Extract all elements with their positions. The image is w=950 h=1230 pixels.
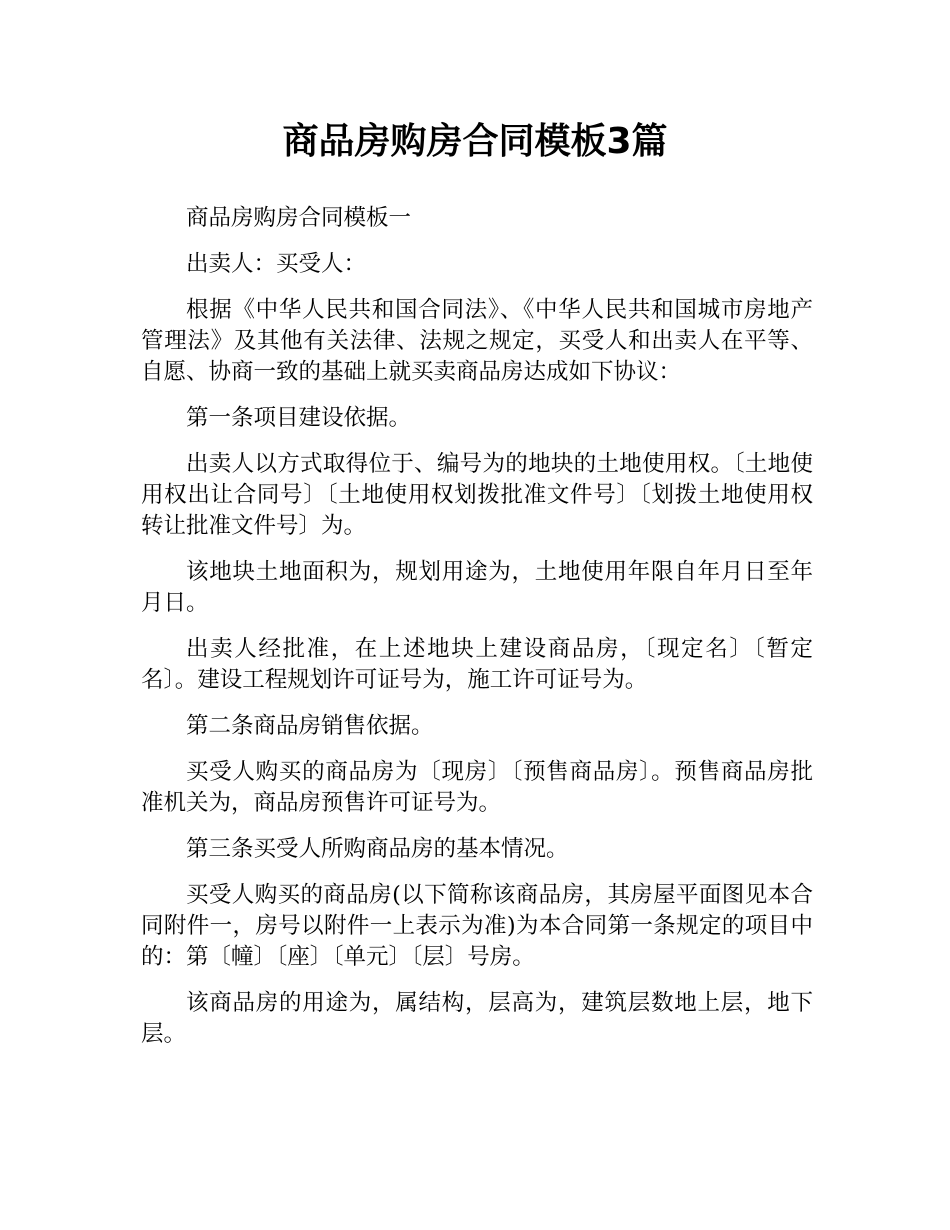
paragraph-land-area: 该地块土地面积为，规划用途为，土地使用年限自年月日至年月日。 [141, 559, 813, 616]
paragraph-presale-permit: 买受人购买的商品房为〔现房〕〔预售商品房〕。预售商品房批准机关为，商品房预售许可证号为。 [141, 759, 813, 816]
paragraph-parties: 出卖人：买受人： [186, 251, 367, 277]
paragraph-article-1-heading: 第一条项目建设依据。 [186, 405, 412, 431]
paragraph-construction-permit: 出卖人经批准，在上述地块上建设商品房，〔现定名〕〔暂定名〕。建设工程规划许可证号为，施工许可证号为。 [141, 636, 813, 693]
paragraph-subtitle: 商品房购房合同模板一 [186, 205, 412, 231]
document-body [141, 203, 813, 1065]
page-title: 商品房购房合同模板3篇 [282, 121, 668, 162]
paragraph-property-description: 买受人购买的商品房(以下简称该商品房，其房屋平面图见本合同附件一，房号以附件一上表示为准)为本合同第一条规定的项目中的：第〔幢〕〔座〕〔单元〕〔层〕号房。 [141, 882, 813, 970]
paragraph-land-use-right: 出卖人以方式取得位于、编号为的地块的土地使用权。〔土地使用权出让合同号〕〔土地使用权划拨批准文件号〕〔划拨土地使用权转让批准文件号〕为。 [141, 451, 813, 539]
paragraph-legal-basis: 根据《中华人民共和国合同法》、《中华人民共和国城市房地产管理法》及其他有关法律、法规之规定，买受人和出卖人在平等、自愿、协商一致的基础上就买卖商品房达成如下协议： [141, 297, 813, 385]
paragraph-article-3-heading: 第三条买受人所购商品房的基本情况。 [186, 836, 569, 862]
paragraph-property-usage: 该商品房的用途为，属结构，层高为，建筑层数地上层，地下层。 [141, 990, 813, 1047]
paragraph-article-2-heading: 第二条商品房销售依据。 [186, 713, 434, 739]
